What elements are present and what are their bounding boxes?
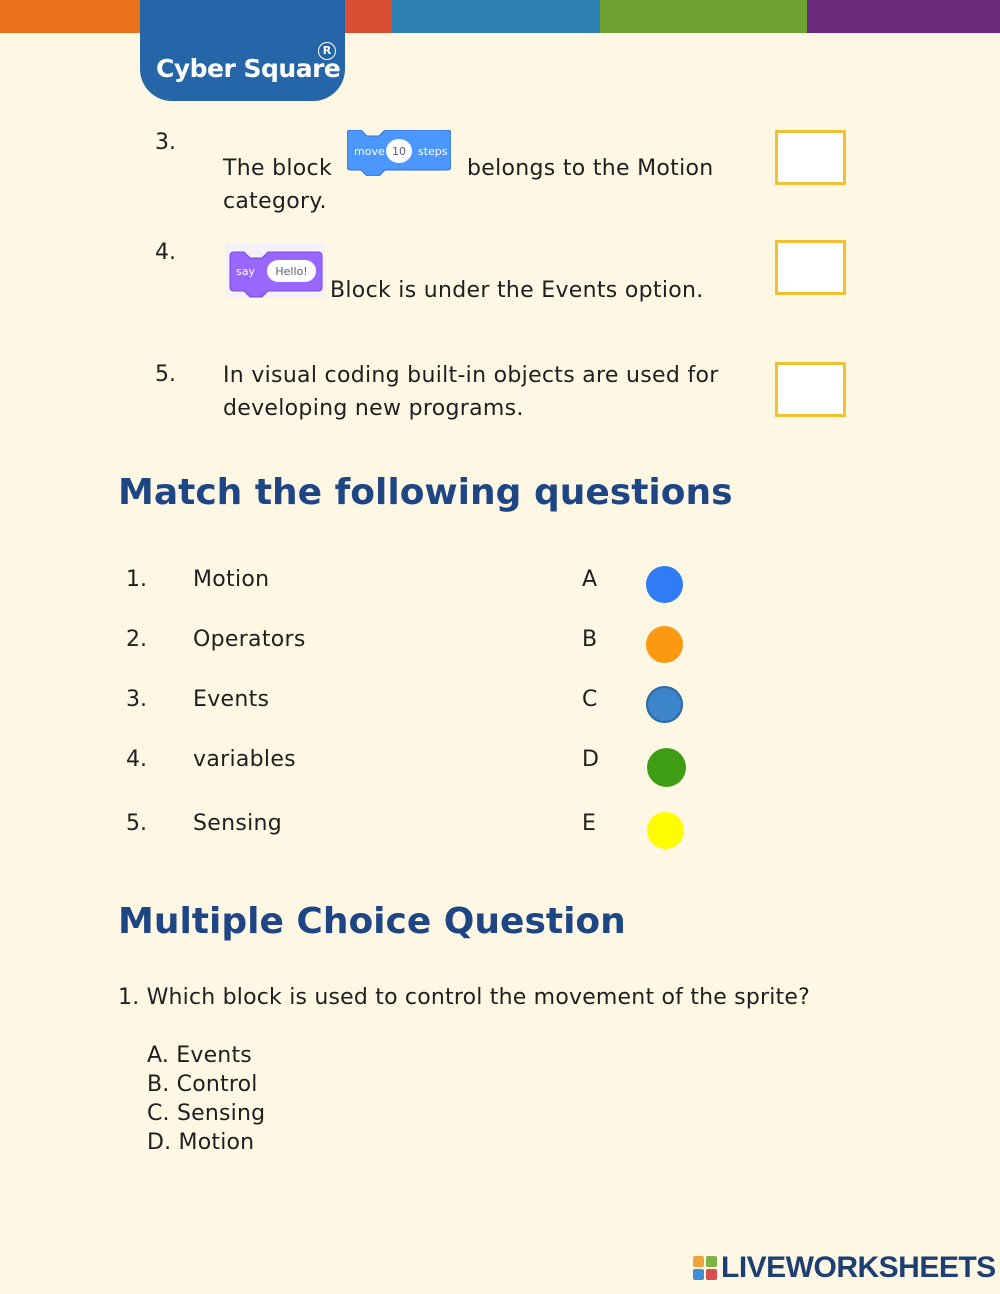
match-number-3: 3. [126, 687, 147, 712]
match-dot-c[interactable] [646, 686, 683, 723]
tf-text-3-post-b: category. [223, 189, 327, 214]
match-letter-a: A [582, 567, 598, 592]
bar-segment-orange [0, 0, 140, 33]
match-letter-b: B [582, 627, 598, 652]
bar-segment-green [600, 0, 807, 33]
move-steps-block-image [347, 130, 451, 176]
mcq-option-c[interactable]: C. Sensing [147, 1101, 266, 1126]
match-dot-e[interactable] [647, 812, 684, 849]
match-term-2: Operators [193, 627, 306, 652]
match-term-5: Sensing [193, 811, 283, 836]
match-number-5: 5. [126, 811, 147, 836]
match-dot-b[interactable] [646, 626, 683, 663]
match-dot-d[interactable] [647, 748, 686, 787]
logo-text: Cyber Square [156, 54, 341, 83]
move-word: move [354, 145, 385, 158]
registered-mark: R [318, 42, 336, 60]
say-value: Hello! [275, 265, 308, 278]
bar-segment-purple [807, 0, 1000, 33]
move-value: 10 [392, 145, 406, 158]
mcq-question-1: 1. Which block is used to control the movement of the sprite? [118, 985, 810, 1010]
match-number-1: 1. [126, 567, 147, 592]
answer-box-4[interactable] [775, 240, 846, 295]
bar-segment-blue [392, 0, 600, 33]
cyber-square-logo [140, 0, 345, 101]
answer-box-3[interactable] [775, 130, 846, 185]
tf-number-5: 5. [155, 362, 176, 387]
liveworksheets-grid-icon [693, 1256, 717, 1280]
liveworksheets-logo [693, 1253, 996, 1283]
match-section-title: Match the following questions [118, 472, 733, 513]
match-number-4: 4. [126, 747, 147, 772]
tf-number-4: 4. [155, 240, 176, 265]
match-term-3: Events [193, 687, 270, 712]
mcq-option-d[interactable]: D. Motion [147, 1130, 255, 1155]
match-letter-d: D [582, 747, 599, 772]
tf-text-4: Block is under the Events option. [330, 278, 704, 303]
mcq-option-a[interactable]: A. Events [147, 1043, 252, 1068]
tf-text-3-pre: The block [223, 156, 332, 181]
match-term-1: Motion [193, 567, 270, 592]
tf-number-3: 3. [155, 130, 176, 155]
match-letter-e: E [582, 811, 596, 836]
say-hello-block-image [226, 243, 325, 298]
mcq-option-b[interactable]: B. Control [147, 1072, 258, 1097]
match-term-4: variables [193, 747, 296, 772]
match-number-2: 2. [126, 627, 147, 652]
tf-text-5: In visual coding built-in objects are used for developing new programs. [223, 363, 719, 421]
match-dot-a[interactable] [646, 566, 683, 603]
match-letter-c: C [582, 687, 598, 712]
tf-text-3-post-a: belongs to the Motion [467, 156, 714, 181]
steps-word: steps [418, 145, 448, 158]
say-word: say [236, 265, 255, 278]
answer-box-5[interactable] [775, 362, 846, 417]
mcq-section-title: Multiple Choice Question [118, 901, 626, 942]
liveworksheets-wordmark: LIVEWORKSHEETS [721, 1251, 996, 1284]
